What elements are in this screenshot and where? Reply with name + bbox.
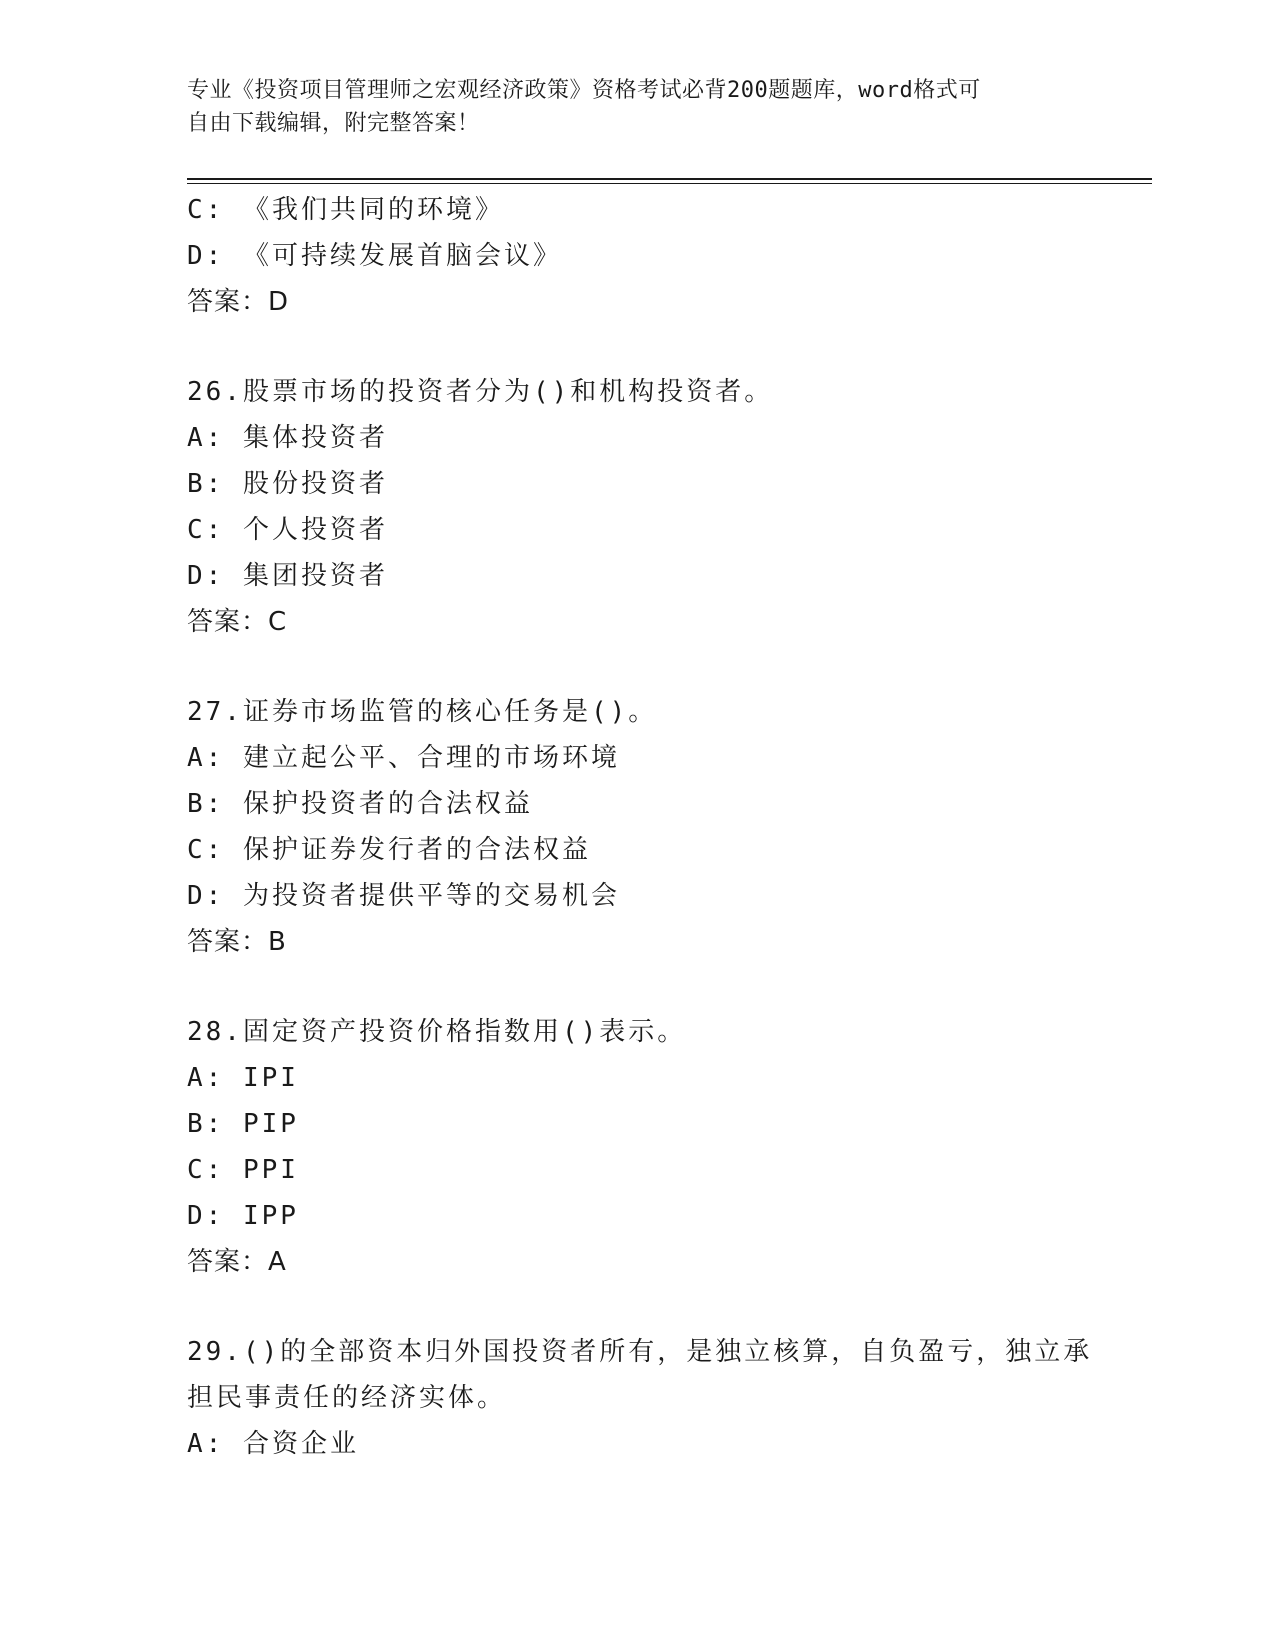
question-block-29 (187, 1329, 1093, 1467)
option-b: B: 保护投资者的合法权益 (187, 789, 533, 819)
question-text: 27.证券市场监管的核心任务是()。 (187, 697, 658, 727)
header-divider-thick (187, 178, 1152, 180)
option-a: A: IPI (187, 1063, 299, 1093)
answer-line: 答案：B (187, 927, 287, 957)
question-list (187, 187, 1093, 1467)
answer-line: 答案：A (187, 1247, 287, 1277)
question-spacer (187, 325, 1087, 369)
option-a: A: 集体投资者 (187, 423, 388, 453)
option-d: D: 《可持续发展首脑会议》 (187, 241, 562, 271)
option-d: D: IPP (187, 1201, 299, 1231)
document-header (187, 74, 1067, 140)
question-text-line-1: 29.()的全部资本归外国投资者所有，是独立核算，自负盈亏，独立承 (187, 1337, 1093, 1367)
question-text: 26.股票市场的投资者分为()和机构投资者。 (187, 377, 774, 407)
question-text: 28.固定资产投资价格指数用()表示。 (187, 1017, 687, 1047)
option-b: B: PIP (187, 1109, 299, 1139)
question-block-26 (187, 369, 1087, 645)
question-block-27 (187, 689, 1087, 965)
option-c: C: 保护证券发行者的合法权益 (187, 835, 591, 865)
option-a: A: 建立起公平、合理的市场环境 (187, 743, 620, 773)
option-b: B: 股份投资者 (187, 469, 388, 499)
option-d: D: 为投资者提供平等的交易机会 (187, 881, 620, 911)
option-d: D: 集团投资者 (187, 561, 388, 591)
header-title-line-1: 专业《投资项目管理师之宏观经济政策》资格考试必背200题题库，word格式可 (187, 78, 981, 103)
question-block-28 (187, 1009, 1087, 1285)
question-spacer (187, 965, 1087, 1009)
question-text-line-2: 担民事责任的经济实体。 (187, 1383, 507, 1413)
option-c: C: 个人投资者 (187, 515, 388, 545)
header-divider-thin (187, 183, 1152, 184)
answer-line: 答案：D (187, 287, 290, 317)
option-a: A: 合资企业 (187, 1429, 359, 1459)
question-spacer (187, 645, 1087, 689)
option-c: C: 《我们共同的环境》 (187, 195, 504, 225)
answer-line: 答案：C (187, 607, 288, 637)
header-title-line-2: 自由下载编辑，附完整答案！ (187, 111, 480, 136)
question-spacer (187, 1285, 1087, 1329)
option-c: C: PPI (187, 1155, 299, 1185)
question-block-25 (187, 187, 1087, 325)
